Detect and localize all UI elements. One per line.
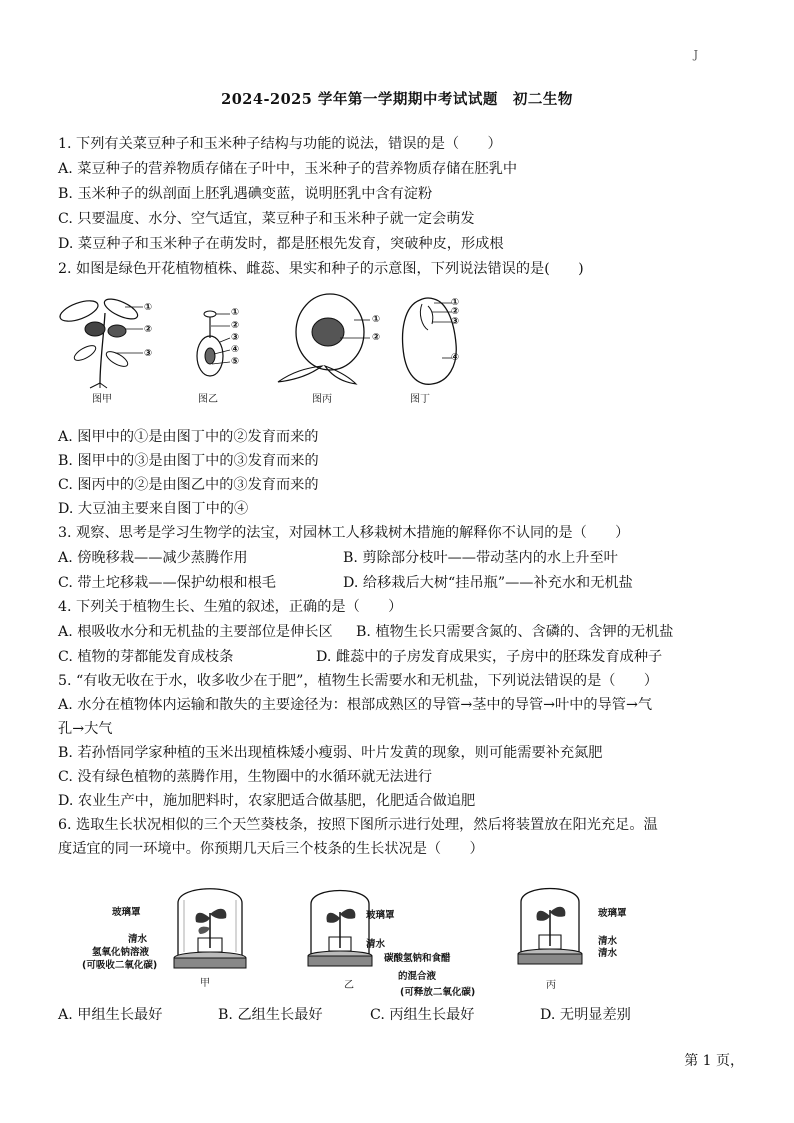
jia-cover-label: 玻璃罩 bbox=[112, 907, 141, 918]
q5-option-b: B. 若孙悟同学家种植的玉米出现植株矮小瘦弱、叶片发黄的现象，则可能需要补充氮肥 bbox=[58, 745, 603, 761]
apparatus-jia bbox=[170, 878, 250, 973]
q4-stem: 4. 下列关于植物生长、生殖的叙述，正确的是（ ） bbox=[58, 599, 403, 615]
label-bing-1: ① bbox=[372, 314, 381, 325]
label-ding-4: ④ bbox=[451, 352, 460, 363]
q4-option-a: A. 根吸收水分和无机盐的主要部位是伸长区 bbox=[58, 624, 333, 640]
q6-option-d: D. 无明显差别 bbox=[540, 1007, 631, 1023]
q5-stem: 5. “有收无收在于水，收多收少在于肥”，植物生长需要水和无机盐，下列说法错误的是（ ） bbox=[58, 673, 659, 689]
q5-option-d: D. 农业生产中，施加肥料时，农家肥适合做基肥，化肥适合做追肥 bbox=[58, 793, 476, 809]
caption-ding: 图丁 bbox=[410, 394, 430, 405]
caption-jia: 图甲 bbox=[92, 394, 112, 405]
label-jia-3: ③ bbox=[144, 348, 153, 359]
q2-option-d: D. 大豆油主要来自图丁中的④ bbox=[58, 501, 249, 517]
q4-option-c: C. 植物的芽都能发育成枝条 bbox=[58, 649, 234, 665]
bing-cover-label: 玻璃罩 bbox=[598, 908, 627, 919]
q6-stem-line1: 6. 选取生长状况相似的三个天竺葵枝条，按照下图所示进行处理，然后将装置放在阳光充足。温 bbox=[58, 817, 658, 833]
jia-water-label: 清水 bbox=[128, 934, 148, 945]
q3-option-b: B. 剪除部分枝叶——带动茎内的水上升至叶 bbox=[343, 550, 618, 566]
q2-option-c: C. 图丙中的②是由图乙中的③发育而来的 bbox=[58, 477, 319, 493]
label-jia-2: ② bbox=[144, 324, 153, 335]
label-yi-4: ④ bbox=[231, 344, 240, 355]
label-yi-3: ③ bbox=[231, 332, 240, 343]
label-ding-1: ① bbox=[451, 297, 460, 308]
yi-water-label: 清水 bbox=[366, 939, 386, 950]
q5-option-c: C. 没有绿色植物的蒸腾作用，生物圈中的水循环就无法进行 bbox=[58, 769, 433, 785]
q1-stem: 1. 下列有关菜豆种子和玉米种子结构与功能的说法，错误的是（ ） bbox=[58, 136, 502, 152]
jia-solution-label: 氢氧化钠溶液 bbox=[92, 947, 150, 958]
label-bing-2: ② bbox=[372, 332, 381, 343]
q5-option-a-line1: A. 水分在植物体内运输和散失的主要途径为：根部成熟区的导管→茎中的导管→叶中的导管→气 bbox=[58, 697, 653, 713]
yi-cover-label: 玻璃罩 bbox=[366, 910, 395, 921]
jia-note-label: (可吸收二氧化碳) bbox=[82, 960, 158, 971]
label-ding-2: ② bbox=[451, 306, 460, 317]
label-jia-1: ① bbox=[144, 302, 153, 313]
q1-option-a: A. 菜豆种子的营养物质存储在子叶中，玉米种子的营养物质存储在胚乳中 bbox=[58, 161, 518, 177]
q3-option-d: D. 给移栽后大树“挂吊瓶”——补充水和无机盐 bbox=[343, 575, 633, 591]
corner-mark: J bbox=[693, 48, 698, 61]
yi-solution-label: 碳酸氢钠和食醋 bbox=[384, 953, 451, 964]
page-number: 第 1 页， bbox=[684, 1053, 744, 1069]
q3-option-a: A. 傍晚移栽——减少蒸腾作用 bbox=[58, 550, 248, 566]
q6-option-b: B. 乙组生长最好 bbox=[218, 1007, 323, 1023]
caption-bing: 图丙 bbox=[312, 394, 332, 405]
jia-caption: 甲 bbox=[200, 978, 210, 989]
figure-fruit-bing bbox=[270, 290, 380, 388]
q2-option-b: B. 图甲中的③是由图丁中的③发育而来的 bbox=[58, 453, 319, 469]
label-yi-5: ⑤ bbox=[231, 356, 240, 367]
yi-caption: 乙 bbox=[344, 980, 354, 991]
q5-option-a-line2: 孔→大气 bbox=[58, 721, 113, 737]
bing-water1-label: 清水 bbox=[598, 936, 618, 947]
q2-stem: 2. 如图是绿色开花植物植株、雌蕊、果实和种子的示意图，下列说法错误的是( ) bbox=[58, 261, 584, 277]
q6-option-c: C. 丙组生长最好 bbox=[370, 1007, 475, 1023]
caption-yi: 图乙 bbox=[198, 394, 218, 405]
q6-stem-line2: 度适宜的同一环境中。你预期几天后三个枝条的生长状况是（ ） bbox=[58, 841, 484, 857]
q3-option-c: C. 带土坨移栽——保护幼根和根毛 bbox=[58, 575, 276, 591]
q1-option-b: B. 玉米种子的纵剖面上胚乳遇碘变蓝，说明胚乳中含有淀粉 bbox=[58, 186, 433, 202]
yi-solution2-label: 的混合液 bbox=[398, 971, 437, 982]
bing-caption: 丙 bbox=[546, 980, 556, 991]
label-yi-1: ① bbox=[231, 307, 240, 318]
figure-plant-jia bbox=[55, 293, 155, 388]
label-yi-2: ② bbox=[231, 320, 240, 331]
q3-stem: 3. 观察、思考是学习生物学的法宝，对园林工人移栽树木措施的解释你不认同的是（ ） bbox=[58, 525, 630, 541]
q1-option-c: C. 只要温度、水分、空气适宜，菜豆种子和玉米种子就一定会萌发 bbox=[58, 211, 475, 227]
q1-option-d: D. 菜豆种子和玉米种子在萌发时，都是胚根先发育，突破种皮，形成根 bbox=[58, 236, 504, 252]
yi-note-label: (可释放二氧化碳) bbox=[400, 987, 476, 998]
bing-water2-label: 清水 bbox=[598, 948, 618, 959]
q2-option-a: A. 图甲中的①是由图丁中的②发育而来的 bbox=[58, 429, 319, 445]
q4-option-d: D. 雌蕊中的子房发育成果实，子房中的胚珠发育成种子 bbox=[316, 649, 663, 665]
figure-pistil-yi bbox=[192, 308, 232, 378]
label-ding-3: ③ bbox=[451, 316, 460, 327]
page-title: 2024-2025 学年第一学期期中考试试题 初二生物 bbox=[221, 91, 573, 108]
apparatus-bing bbox=[515, 880, 585, 968]
q6-option-a: A. 甲组生长最好 bbox=[58, 1007, 163, 1023]
apparatus-yi bbox=[305, 882, 375, 970]
q4-option-b: B. 植物生长只需要含氮的、含磷的、含钾的无机盐 bbox=[356, 624, 674, 640]
